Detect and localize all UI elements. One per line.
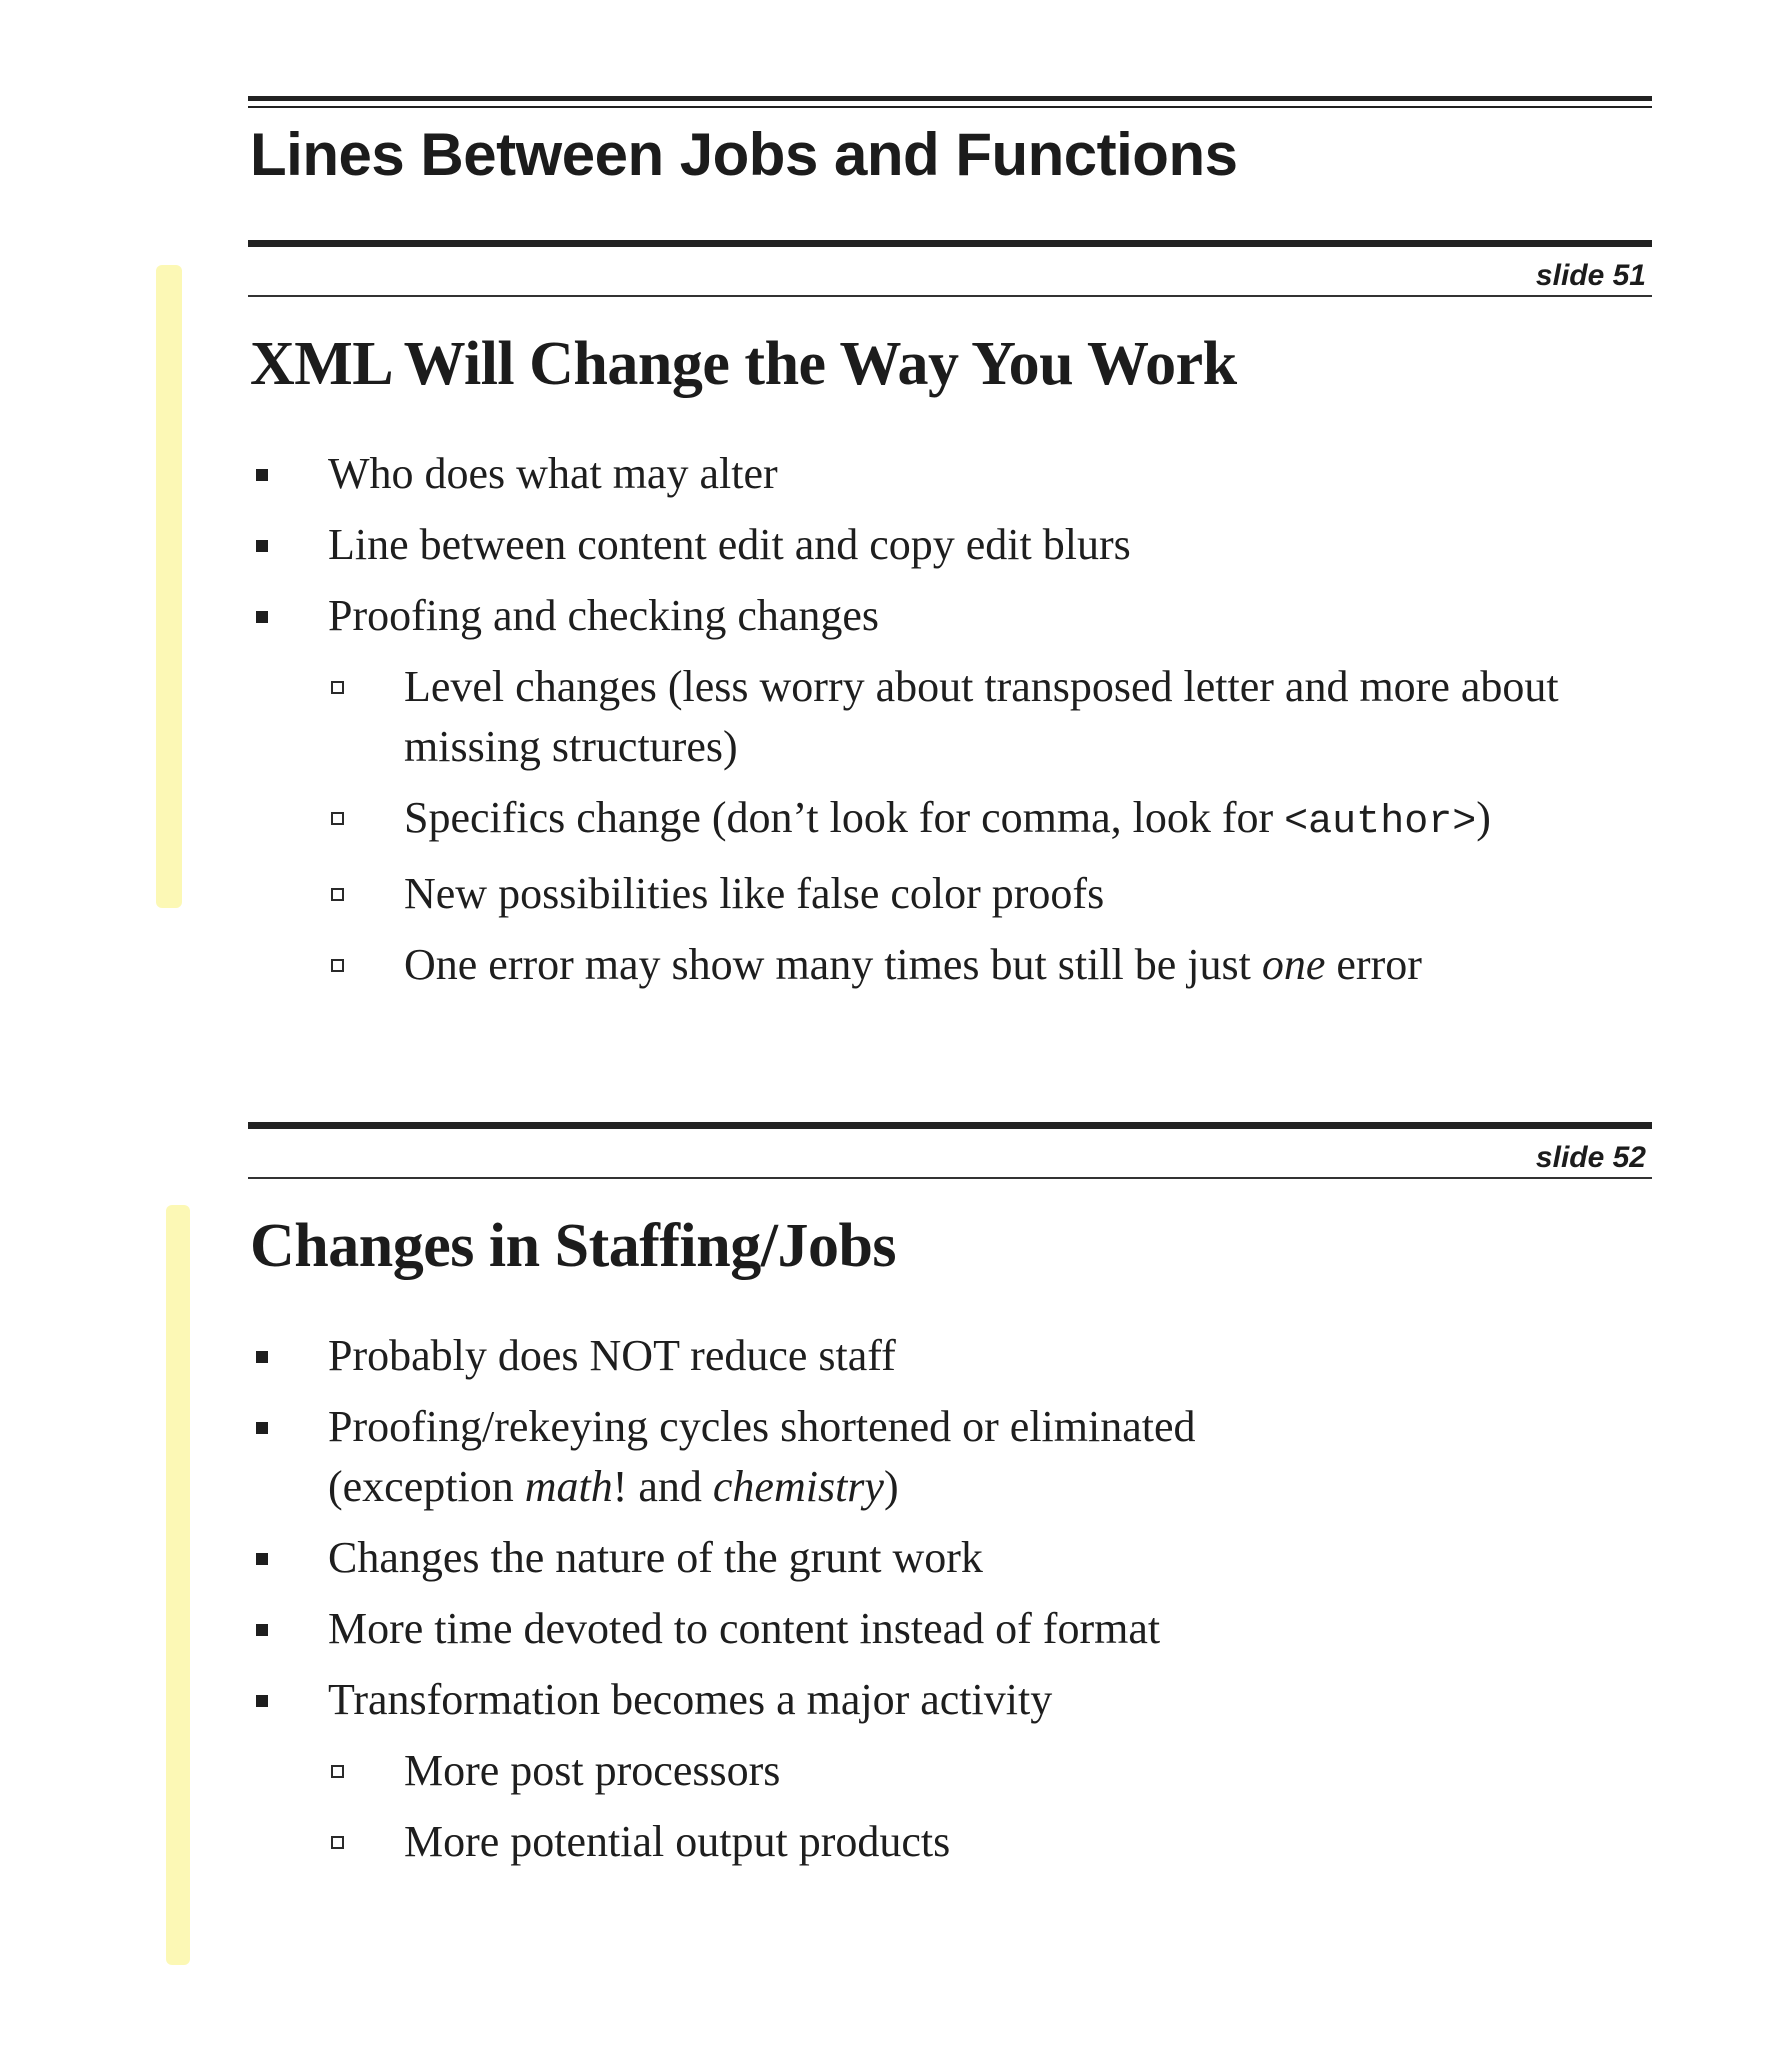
slide-rule-thin (248, 1177, 1652, 1179)
list-item-text: Who does what may alter (328, 449, 778, 498)
list-item (248, 444, 1652, 504)
hollow-square-bullet-icon (331, 681, 344, 694)
highlighter-mark-slide-52 (166, 1205, 190, 1965)
list-item-text: Line between content edit and copy edit blurs (328, 520, 1131, 569)
sub-list-item-text: ) (1476, 793, 1491, 842)
slide-title: XML Will Change the Way You Work (250, 330, 1237, 398)
slide-rule (248, 240, 1652, 247)
sub-list-item (248, 864, 1652, 924)
highlighter-mark-slide-51 (156, 265, 182, 908)
hollow-square-bullet-icon (331, 812, 344, 825)
hollow-square-bullet-icon (331, 888, 344, 901)
code-author-tag: <author> (1284, 800, 1477, 845)
square-bullet-icon (256, 1351, 268, 1363)
square-bullet-icon (256, 469, 268, 481)
list-item (248, 1326, 1652, 1386)
emphasis: one (1261, 940, 1326, 989)
list-item (248, 1670, 1652, 1730)
square-bullet-icon (256, 540, 268, 552)
slide-rule (248, 1122, 1652, 1129)
hollow-square-bullet-icon (331, 959, 344, 972)
list-item-text: Proofing/rekeying cycles shortened or eliminated (328, 1402, 1196, 1451)
sub-list-item-text: Level changes (less worry about transposed letter and more about missing structures) (404, 662, 1559, 771)
sub-list-item-text: More post processors (404, 1746, 781, 1795)
list-item-text: Changes the nature of the grunt work (328, 1533, 983, 1582)
list-item (248, 586, 1652, 646)
square-bullet-icon (256, 1624, 268, 1636)
list-item (248, 1528, 1652, 1588)
slide-number: slide 51 (1535, 259, 1646, 292)
hollow-square-bullet-icon (331, 1836, 344, 1849)
sub-list-item (248, 1812, 1652, 1872)
sub-list-item (248, 657, 1652, 777)
list-item-text: More time devoted to content instead of format (328, 1604, 1161, 1653)
square-bullet-icon (256, 611, 268, 623)
sub-list-item-text: New possibilities like false color proofs (404, 869, 1105, 918)
sub-list-item (248, 1741, 1652, 1801)
slide-title: Changes in Staffing/Jobs (250, 1212, 897, 1280)
square-bullet-icon (256, 1553, 268, 1565)
square-bullet-icon (256, 1695, 268, 1707)
slide-52 (248, 1122, 1652, 1883)
list-item (248, 1599, 1652, 1659)
sub-bullet-list (248, 1741, 1652, 1872)
bullet-list (248, 444, 1652, 646)
sub-list-item (248, 788, 1652, 853)
emphasis: chemistry (712, 1462, 884, 1511)
square-bullet-icon (256, 1422, 268, 1434)
list-item (248, 515, 1652, 575)
running-head: Lines Between Jobs and Functions (250, 121, 1238, 188)
list-item-text: Proofing and checking changes (328, 591, 880, 640)
running-head-rule (248, 96, 1652, 108)
sub-list-item-text: One error may show many times but still be just (404, 940, 1262, 989)
list-item-text: (exception (328, 1462, 525, 1511)
sub-bullet-list (248, 657, 1652, 995)
sub-list-item-text: More potential output products (404, 1817, 951, 1866)
list-item (248, 1397, 1652, 1517)
slide-rule-thin (248, 295, 1652, 297)
sub-list-item (248, 935, 1652, 995)
list-item-text: Transformation becomes a major activity (328, 1675, 1053, 1724)
emphasis: math (524, 1462, 613, 1511)
bullet-list (248, 1326, 1652, 1730)
sub-list-item-text: error (1325, 940, 1422, 989)
list-item-text: ! and (612, 1462, 713, 1511)
hollow-square-bullet-icon (331, 1765, 344, 1778)
sub-list-item-text: Specifics change (don’t look for comma, look for (404, 793, 1285, 842)
list-item-text: ) (883, 1462, 899, 1511)
slide-number: slide 52 (1535, 1141, 1646, 1174)
list-item-text: Probably does NOT reduce staff (328, 1331, 896, 1380)
slide-51 (248, 240, 1652, 1006)
